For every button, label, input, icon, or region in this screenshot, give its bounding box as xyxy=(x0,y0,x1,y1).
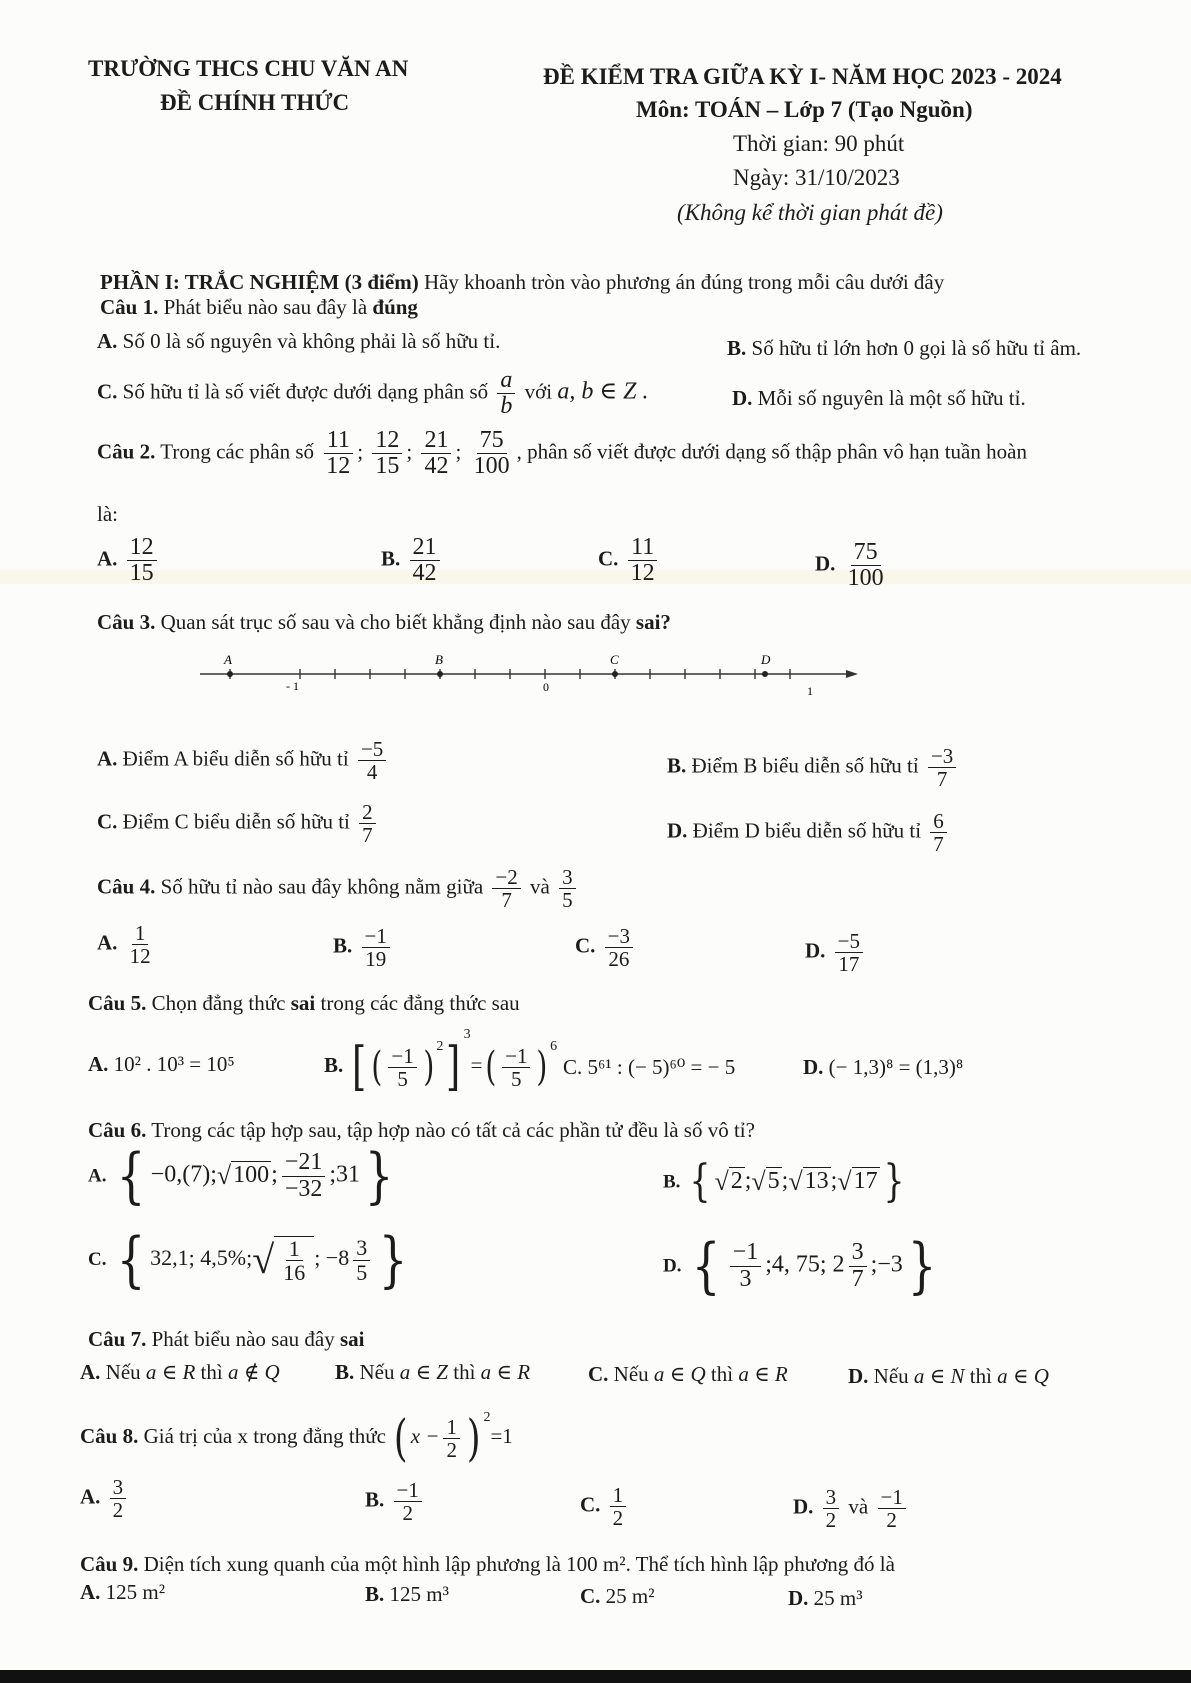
q4-option-a[interactable] xyxy=(97,922,158,967)
option-text: Điểm A biểu diễn số hữu tỉ xyxy=(122,746,349,771)
fraction: $\frac{-1}{5}$ xyxy=(388,1045,416,1090)
fraction: $\frac{1}{2}$ xyxy=(610,1484,627,1529)
q2-stem: Câu 2. Trong các phân số $\frac{11}{12}$ ; $\frac{12}{15}$ ; $\frac{21}{42}$ ; $\frac{75}{100}$ , phân số viết được dưới dạng số thập phân vô hạn tuần hoàn xyxy=(97,427,1027,480)
exponent: 6 xyxy=(550,1039,558,1054)
fraction: $\frac{-3}{7}$ xyxy=(928,745,956,790)
option-label: C. xyxy=(580,1492,601,1517)
math-expr: a, b ∈ Z . xyxy=(557,378,649,405)
brace-left-icon: { xyxy=(117,1141,146,1211)
brace-right-icon: } xyxy=(378,1225,408,1295)
q9-text: Diện tích xung quanh của một hình lập phương là 100 m². Thể tích hình lập phương đó là xyxy=(143,1552,895,1576)
q7-option-b[interactable]: B. Nếu a ∈ Z thì a ∈ R xyxy=(335,1360,531,1384)
q4-text: Số hữu tỉ nào sau đây không nằm giữa xyxy=(160,874,484,899)
q2-label: Câu 2. xyxy=(97,439,156,464)
bracket-left-icon: [ xyxy=(351,1037,366,1098)
option-text: 125 m³ xyxy=(389,1582,449,1606)
sqrt: √ 13 xyxy=(788,1167,829,1196)
q5-option-c[interactable] xyxy=(563,1055,735,1080)
option-label: D. xyxy=(732,386,753,410)
option-label: C. xyxy=(97,809,118,834)
q7-stem xyxy=(88,1327,365,1352)
fraction: $\frac{2}{7}$ xyxy=(359,801,376,846)
option-text: với xyxy=(524,379,553,404)
option-text: Số hữu tỉ là số viết được dưới dạng phân số xyxy=(122,379,489,404)
option-label: A. xyxy=(80,1484,101,1509)
q3-text: Quan sát trục số sau và cho biết khẳng định nào sau đây xyxy=(160,610,631,634)
option-label: A. xyxy=(88,1165,107,1187)
q6-option-b[interactable]: B. { √ 2 ; √ 5 ; √ 13 ; √ 17 } xyxy=(663,1156,905,1207)
option-label: B. xyxy=(663,1171,681,1193)
q1-text: Phát biểu nào sau đây là xyxy=(163,295,368,319)
option-label: D. xyxy=(848,1364,869,1388)
option-label: B. xyxy=(365,1582,385,1606)
q3-stem xyxy=(97,610,671,635)
q7-text: Phát biểu nào sau đây xyxy=(151,1327,335,1351)
option-label: C. xyxy=(575,933,596,958)
label-d: D xyxy=(761,652,771,667)
fraction: $\frac{a}{b}$ xyxy=(497,368,515,419)
point-c xyxy=(612,671,618,677)
q2-tail: , phân số viết được dưới dạng số thập phân vô hạn tuần hoàn xyxy=(516,439,1027,464)
option-label: B. xyxy=(727,336,747,360)
option-label: A. xyxy=(97,930,118,955)
fraction: $\frac{3}{2}$ xyxy=(110,1476,127,1521)
bottom-border xyxy=(0,1670,1191,1683)
q6-stem xyxy=(88,1118,755,1143)
q4-option-d[interactable] xyxy=(805,930,867,975)
option-label: B. xyxy=(667,753,687,778)
option-label: C. xyxy=(88,1249,107,1271)
q8-option-b[interactable] xyxy=(365,1479,426,1524)
brace-left-icon: { xyxy=(692,1231,721,1301)
q4-option-c[interactable] xyxy=(575,925,637,970)
option-text: Mỗi số nguyên là một số hữu tỉ. xyxy=(757,386,1026,410)
option-text: 10² . 10³ = 10⁵ xyxy=(113,1052,235,1076)
option-label: D. xyxy=(805,938,826,963)
option-label: C. xyxy=(580,1584,601,1608)
label-b: B xyxy=(435,652,443,667)
fraction: $\frac{-1}{19}$ xyxy=(362,925,390,970)
q9-option-c[interactable] xyxy=(580,1584,655,1609)
option-label: A. xyxy=(80,1580,101,1604)
option-label: C. xyxy=(97,379,118,404)
q2-text: Trong các phân số xyxy=(160,439,315,464)
q9-option-b[interactable] xyxy=(365,1582,449,1607)
option-label: D. xyxy=(788,1586,809,1610)
q9-option-a[interactable] xyxy=(80,1580,165,1605)
q2-option-c[interactable] xyxy=(598,535,662,586)
q2-option-b[interactable] xyxy=(381,535,444,586)
q5-option-d[interactable] xyxy=(803,1055,963,1080)
label-c: C xyxy=(610,652,619,667)
fraction: $\frac{12}{15}$ xyxy=(372,428,402,479)
q1-emph: đúng xyxy=(372,295,418,319)
point-b xyxy=(437,671,443,677)
bracket-right-icon: ] xyxy=(446,1037,461,1098)
q5-emph: sai xyxy=(290,991,316,1015)
equals: = xyxy=(470,1053,483,1077)
option-label: A. xyxy=(80,1360,101,1384)
q8-option-d[interactable]: D. $\frac{3}{2}$ và $\frac{-1}{2}$ xyxy=(793,1486,910,1531)
exponent: 2 xyxy=(436,1039,444,1054)
fraction: $\frac{1}{16}$ xyxy=(283,1235,306,1285)
option-text: 25 m³ xyxy=(813,1586,863,1610)
official-label: ĐỀ CHÍNH THỨC xyxy=(160,90,350,115)
part1-title: PHẦN I: TRẮC NGHIỆM (3 điểm) xyxy=(100,270,419,294)
q5-label: Câu 5. xyxy=(88,991,147,1015)
q9-label: Câu 9. xyxy=(80,1552,139,1576)
option-text: 5⁶¹ : (− 5)⁶⁰ = − 5 xyxy=(587,1055,736,1079)
q5-text: Chọn đẳng thức xyxy=(151,991,286,1015)
fraction: $\frac{3}{5}$ xyxy=(559,866,576,911)
label-a: A xyxy=(224,652,232,667)
option-label: D. xyxy=(815,551,836,576)
q1-stem xyxy=(100,295,418,320)
fraction: $\frac{21}{42}$ xyxy=(421,428,451,479)
brace-left-icon: { xyxy=(116,1225,146,1295)
sqrt: √ 17 xyxy=(837,1167,878,1196)
sqrt: √ $\frac{1}{16}$ xyxy=(252,1236,314,1284)
exponent: 3 xyxy=(463,1027,471,1042)
label-minus-one: - 1 xyxy=(286,679,299,693)
q8-label: Câu 8. xyxy=(80,1424,139,1448)
option-label: A. xyxy=(97,746,118,771)
option-label: D. xyxy=(667,818,688,843)
exam-note: (Không kể thời gian phát đề) xyxy=(677,200,943,225)
axis-arrow xyxy=(846,670,858,678)
q5-tail: trong các đẳng thức sau xyxy=(320,991,520,1015)
option-label: B. xyxy=(365,1487,385,1512)
q6-option-a[interactable]: A. { −0,(7); √ 100 ; $\frac{-21}{-32}$ ;31} xyxy=(88,1141,394,1211)
part1-instruction: Hãy khoanh tròn vào phương án đúng trong mỗi câu dưới đây xyxy=(423,270,945,294)
option-text: Số hữu tỉ lớn hơn 0 gọi là số hữu tỉ âm. xyxy=(751,336,1082,360)
q4-label: Câu 4. xyxy=(97,874,156,899)
fraction: $\frac{3}{5}$ xyxy=(353,1236,370,1283)
option-label: B. xyxy=(324,1053,344,1077)
q2-tail2: là: xyxy=(97,502,118,526)
point-a xyxy=(227,671,233,677)
option-text: Điểm D biểu diễn số hữu tỉ xyxy=(692,818,922,843)
sqrt: √ 5 xyxy=(751,1167,780,1196)
q3-option-c[interactable] xyxy=(97,801,380,846)
option-label: D. xyxy=(803,1055,824,1079)
q2-option-a[interactable] xyxy=(97,535,161,586)
sqrt: √ 100 xyxy=(216,1161,270,1190)
q2-option-d[interactable] xyxy=(815,540,891,591)
option-label: D. xyxy=(793,1494,814,1519)
q3-emph: sai? xyxy=(635,610,671,634)
q3-label: Câu 3. xyxy=(97,610,156,634)
fraction: $\frac{-5}{4}$ xyxy=(358,738,386,783)
exam-subject: Môn: TOÁN – Lớp 7 (Tạo Nguồn) xyxy=(636,97,973,122)
q6-text: Trong các tập hợp sau, tập hợp nào có tất cả các phần tử đều là số vô tỉ? xyxy=(151,1118,755,1142)
fraction: $\frac{21}{42}$ xyxy=(410,535,440,586)
fraction: $\frac{-5}{17}$ xyxy=(835,930,863,975)
option-text: Điểm C biểu diễn số hữu tỉ xyxy=(122,809,350,834)
conj: và xyxy=(530,874,550,899)
school-name: TRƯỜNG THCS CHU VĂN AN xyxy=(88,56,409,81)
q7-emph: sai xyxy=(339,1327,365,1351)
exam-time: Thời gian: 90 phút xyxy=(733,131,905,156)
option-label: C. xyxy=(563,1055,583,1079)
label-zero: 0 xyxy=(543,680,549,694)
q8-option-a[interactable] xyxy=(80,1476,130,1521)
q1-option-a[interactable] xyxy=(97,329,500,354)
q1-option-b[interactable] xyxy=(727,336,1081,361)
option-label: B. xyxy=(335,1360,355,1384)
point-d xyxy=(762,671,768,677)
q7-label: Câu 7. xyxy=(88,1327,147,1351)
option-text: 125 m² xyxy=(105,1580,166,1604)
q6-option-c[interactable]: C. { 32,1; 4,5%; √ $\frac{1}{16}$ ; −8 $\frac{3}{5}$ } xyxy=(88,1225,408,1295)
number-line xyxy=(190,648,870,700)
q8-stem: Câu 8. Giá trị của x trong đẳng thức ( x − $\frac{1}{2}$ ) $^2$=1 xyxy=(80,1409,513,1468)
scan-band xyxy=(0,570,1191,584)
fraction: $\frac{3}{7}$ xyxy=(849,1240,867,1291)
sqrt: √ 2 xyxy=(714,1167,743,1196)
brace-left-icon: { xyxy=(689,1156,711,1207)
q1-option-c[interactable] xyxy=(97,368,649,419)
option-label: B. xyxy=(381,546,401,571)
exam-date: Ngày: 31/10/2023 xyxy=(733,165,900,190)
fraction: $\frac{-2}{7}$ xyxy=(492,866,520,911)
fraction: $\frac{3}{2}$ xyxy=(823,1486,840,1531)
q8-option-c[interactable] xyxy=(580,1484,630,1529)
q9-stem xyxy=(80,1552,895,1577)
q5-stem xyxy=(88,991,520,1016)
fraction: $\frac{11}{12}$ xyxy=(628,535,658,586)
option-label: A. xyxy=(97,329,118,353)
fraction: $\frac{75}{100}$ xyxy=(847,539,884,592)
fraction: $\frac{1}{2}$ xyxy=(443,1416,460,1461)
option-text: 25 m² xyxy=(605,1584,655,1608)
brace-right-icon: } xyxy=(907,1231,937,1301)
option-label: C. xyxy=(598,546,619,571)
q4-stem xyxy=(97,866,580,911)
q3-option-b[interactable] xyxy=(667,745,960,790)
q8-text: Giá trị của x trong đẳng thức xyxy=(143,1424,386,1448)
option-text: (− 1,3)⁸ = (1,3)⁸ xyxy=(828,1055,964,1079)
fraction: $\frac{-1}{2}$ xyxy=(878,1486,906,1531)
fraction: $\frac{6}{7}$ xyxy=(930,810,947,855)
label-one: 1 xyxy=(807,684,813,698)
option-label: A. xyxy=(88,1052,109,1076)
exam-title: ĐỀ KIỂM TRA GIỮA KỲ I- NĂM HỌC 2023 - 2024 xyxy=(543,64,1062,89)
q7-option-a[interactable]: A. Nếu a ∈ R thì a ∉ Q xyxy=(80,1360,280,1384)
q1-option-d[interactable] xyxy=(732,386,1026,411)
fraction: $\frac{-1}{3}$ xyxy=(730,1240,762,1291)
fraction: $\frac{1}{12}$ xyxy=(129,921,151,969)
fraction: $\frac{-3}{26}$ xyxy=(605,925,633,970)
fraction: $\frac{-1}{5}$ xyxy=(502,1045,530,1090)
q3-option-a[interactable] xyxy=(97,738,390,783)
q5-option-a[interactable] xyxy=(88,1052,235,1077)
option-label: C. xyxy=(588,1362,609,1386)
brace-right-icon: } xyxy=(364,1141,394,1211)
q9-option-d[interactable] xyxy=(788,1586,863,1611)
q6-option-d[interactable]: D. { $\frac{-1}{3}$ ;4, 75; 2 $\frac{3}{7}$ ;−3} xyxy=(663,1231,937,1301)
fraction: $\frac{75}{100}$ xyxy=(473,427,510,480)
q6-label: Câu 6. xyxy=(88,1118,147,1142)
q4-option-b[interactable] xyxy=(333,925,394,970)
option-text: Số 0 là số nguyên và không phải là số hữu tỉ. xyxy=(122,329,501,353)
fraction: $\frac{-1}{2}$ xyxy=(394,1479,422,1524)
option-label: D. xyxy=(663,1255,682,1277)
fraction: $\frac{-21}{-32}$ xyxy=(282,1150,326,1201)
q1-label: Câu 1. xyxy=(100,295,159,319)
part1-heading xyxy=(100,270,944,295)
fraction: $\frac{12}{15}$ xyxy=(127,535,157,586)
option-label: B. xyxy=(333,933,353,958)
option-text: Điểm B biểu diễn số hữu tỉ xyxy=(691,753,919,778)
q7-option-c[interactable]: C. Nếu a ∈ Q thì a ∈ R xyxy=(588,1362,788,1386)
brace-right-icon: } xyxy=(883,1156,905,1207)
fraction: $\frac{11}{12}$ xyxy=(323,428,353,479)
q5-option-b[interactable]: B. [ ( $\frac{-1}{5}$ ) $^2$]$^3$=( $\frac{-1}{5}$ ) $^6$ xyxy=(324,1027,558,1098)
q3-option-d[interactable] xyxy=(667,810,951,855)
q7-option-d[interactable]: D. Nếu a ∈ N thì a ∈ Q xyxy=(848,1364,1049,1388)
option-label: A. xyxy=(97,546,118,571)
